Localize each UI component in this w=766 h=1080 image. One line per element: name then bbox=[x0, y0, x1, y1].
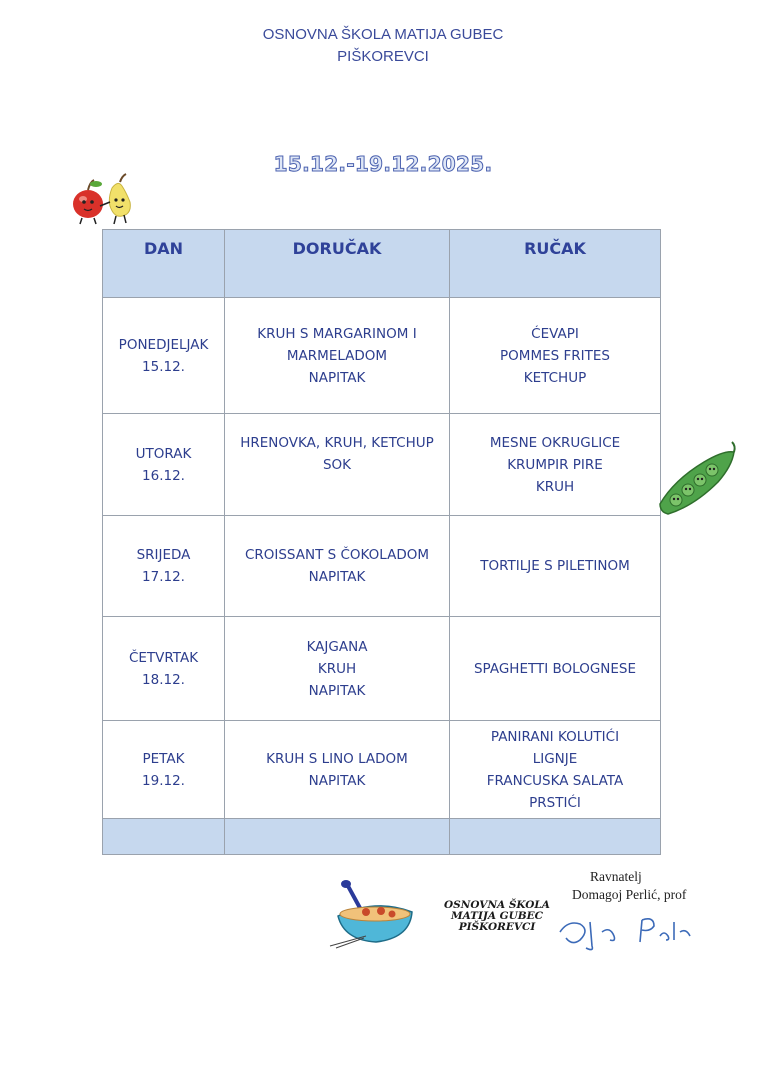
lunch-item: PRSTIĆI bbox=[529, 794, 581, 811]
breakfast-cell bbox=[225, 414, 450, 516]
breakfast-item: NAPITAK bbox=[308, 772, 366, 789]
breakfast-cell bbox=[225, 617, 450, 721]
lunch-item: PANIRANI KOLUTIĆI bbox=[490, 728, 620, 745]
principal-block bbox=[572, 868, 692, 904]
lunch-item: MESNE OKRUGLICE bbox=[489, 434, 621, 451]
lunch-item: ĆEVAPI bbox=[531, 325, 579, 342]
lunch-item: SPAGHETTI BOLOGNESE bbox=[473, 660, 637, 677]
breakfast-item: KRUH S LINO LADOM bbox=[266, 750, 408, 767]
school-name: OSNOVNA ŠKOLA MATIJA GUBEC bbox=[262, 26, 504, 43]
signature-icon bbox=[550, 902, 700, 952]
apple-pear-icon bbox=[64, 168, 144, 228]
lunch-cell bbox=[450, 516, 661, 617]
breakfast-item: NAPITAK bbox=[308, 682, 366, 699]
breakfast-item: HRENOVKA, KRUH, KETCHUP bbox=[240, 434, 434, 451]
school-stamp bbox=[442, 900, 552, 933]
table-row bbox=[103, 298, 661, 414]
breakfast-item: KRUH bbox=[317, 660, 357, 677]
footer-cell bbox=[225, 819, 450, 855]
breakfast-cell bbox=[225, 721, 450, 819]
spaghetti-bowl-icon bbox=[326, 878, 416, 950]
footer-cell bbox=[103, 819, 225, 855]
day-name: PETAK bbox=[142, 750, 185, 767]
lunch-item: FRANCUSKA SALATA bbox=[486, 772, 624, 789]
day-cell bbox=[103, 298, 225, 414]
lunch-cell bbox=[450, 617, 661, 721]
table-row bbox=[103, 414, 661, 516]
breakfast-cell bbox=[225, 516, 450, 617]
lunch-item: KETCHUP bbox=[523, 369, 587, 386]
menu-table bbox=[102, 229, 661, 855]
lunch-item: KRUH bbox=[535, 478, 575, 495]
breakfast-item: MARMELADOM bbox=[286, 347, 388, 364]
table-row bbox=[103, 617, 661, 721]
day-date: 19.12. bbox=[142, 772, 185, 789]
lunch-item: POMMES FRITES bbox=[500, 347, 610, 364]
breakfast-item: NAPITAK bbox=[308, 569, 366, 585]
week-range: 15.12.-19.12.2025. bbox=[273, 152, 493, 176]
breakfast-item: SOK bbox=[322, 456, 352, 473]
day-cell bbox=[103, 617, 225, 721]
header-rucak: RUČAK bbox=[450, 230, 661, 298]
breakfast-cell bbox=[225, 298, 450, 414]
lunch-item: LIGNJE bbox=[532, 750, 578, 767]
day-cell bbox=[103, 516, 225, 617]
table-row bbox=[103, 516, 661, 617]
day-cell bbox=[103, 414, 225, 516]
stamp-line: PIŠKOREVCI bbox=[458, 921, 536, 933]
table-footer-row bbox=[103, 819, 661, 855]
lunch-cell bbox=[450, 721, 661, 819]
lunch-cell bbox=[450, 298, 661, 414]
breakfast-item: KAJGANA bbox=[306, 638, 368, 655]
school-place: PIŠKOREVCI bbox=[337, 48, 429, 65]
day-name: ČETVRTAK bbox=[128, 649, 199, 666]
school-header bbox=[0, 24, 766, 68]
lunch-cell bbox=[450, 414, 661, 516]
principal-name: Domagoj Perlić, prof bbox=[572, 887, 687, 902]
day-cell bbox=[103, 721, 225, 819]
stamp-line: MATIJA GUBEC bbox=[450, 910, 544, 922]
day-date: 18.12. bbox=[142, 671, 185, 688]
header-dan: DAN bbox=[103, 230, 225, 298]
peapod-icon bbox=[654, 440, 738, 530]
table-header-row bbox=[103, 230, 661, 298]
day-name: PONEDJELJAK bbox=[118, 336, 209, 353]
header-dorucak: DORUČAK bbox=[225, 230, 450, 298]
day-name: SRIJEDA bbox=[136, 547, 191, 563]
lunch-item: KRUMPIR PIRE bbox=[507, 456, 603, 473]
breakfast-item: CROISSANT S ČOKOLADOM bbox=[244, 547, 430, 563]
table-row bbox=[103, 721, 661, 819]
principal-title: Ravnatelj bbox=[590, 869, 642, 884]
day-name: UTORAK bbox=[135, 445, 192, 462]
day-date: 17.12. bbox=[142, 569, 185, 585]
day-date: 16.12. bbox=[142, 467, 185, 484]
footer-cell bbox=[450, 819, 661, 855]
breakfast-item: KRUH S MARGARINOM I bbox=[257, 325, 417, 342]
stamp-line: OSNOVNA ŠKOLA bbox=[444, 899, 550, 911]
lunch-item: TORTILJE S PILETINOM bbox=[480, 558, 630, 574]
day-date: 15.12. bbox=[142, 358, 185, 375]
breakfast-item: NAPITAK bbox=[308, 369, 366, 386]
